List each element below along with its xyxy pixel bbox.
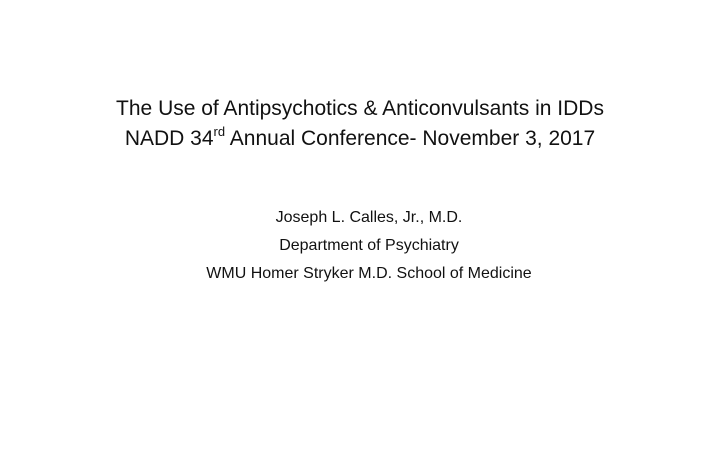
author-name: Joseph L. Calles, Jr., M.D.: [275, 209, 463, 226]
slide-title: The Use of Antipsychotics & Anticonvulsants in IDDs: [116, 97, 604, 120]
subtitle-prefix: NADD 34: [124, 127, 214, 150]
author-department: Department of Psychiatry: [279, 237, 459, 254]
subtitle-suffix: Annual Conference- November 3, 2017: [225, 127, 596, 150]
author-block: [0, 204, 720, 288]
title-block: [0, 94, 720, 154]
subtitle-superscript: rd: [213, 124, 226, 139]
author-institution: WMU Homer Stryker M.D. School of Medicine: [206, 265, 532, 282]
slide-subtitle: [0, 124, 720, 154]
